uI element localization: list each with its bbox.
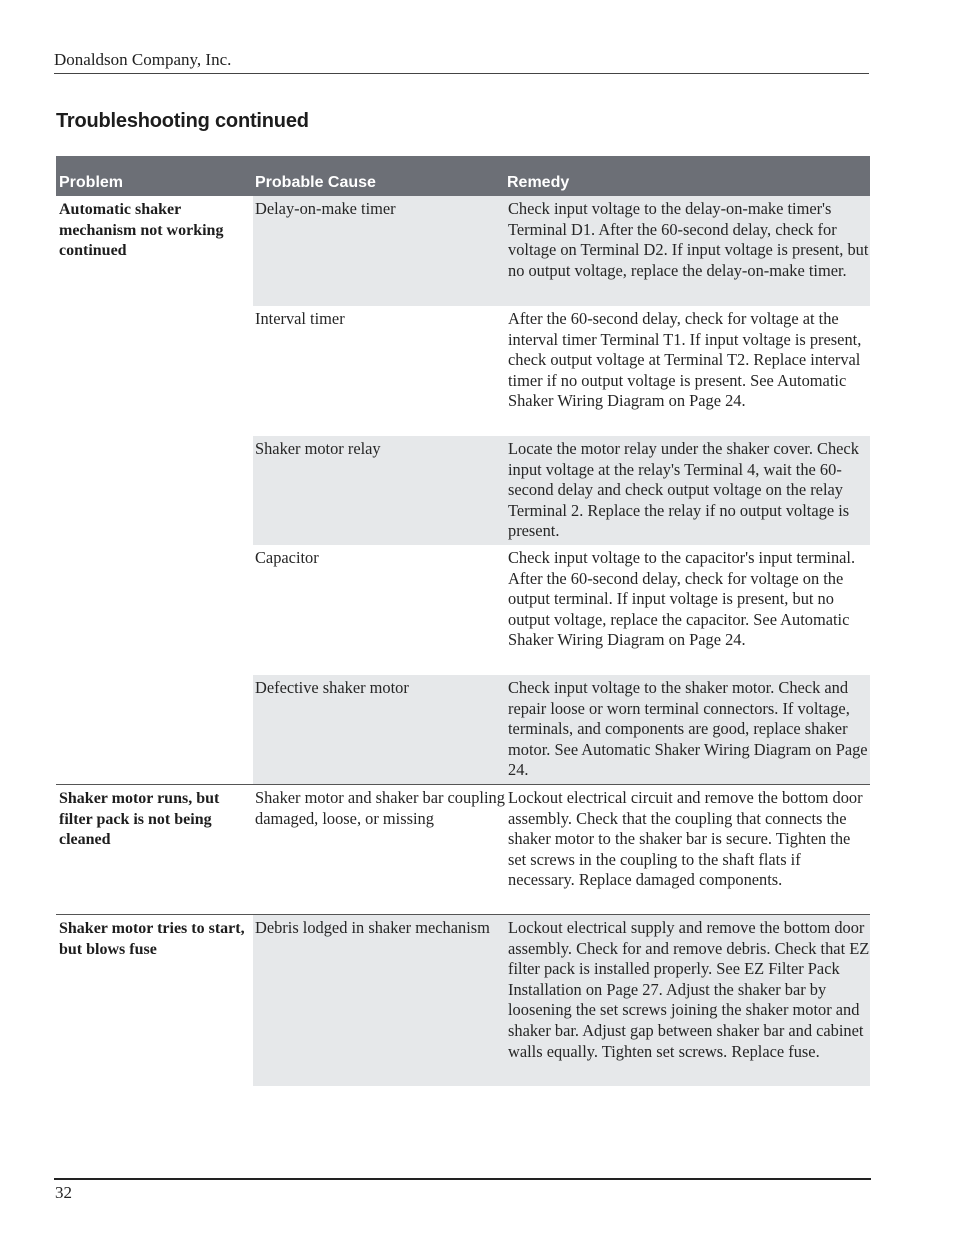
problem-group xyxy=(56,785,870,915)
table-row xyxy=(253,436,870,545)
cause-cell: Capacitor xyxy=(255,548,319,567)
page-number: 32 xyxy=(55,1183,72,1202)
remedy-cell: Locate the motor relay under the shaker cover. Check input voltage at the relay's Terminal 4, wait the 60-second delay and check output voltage on the relay Terminal 2. Replace the relay if no output voltage is present. xyxy=(508,439,859,541)
problem-text: Shaker motor runs, but filter pack is not being cleaned xyxy=(59,790,220,849)
table-row xyxy=(253,785,870,914)
remedy-cell: Lockout electrical circuit and remove the bottom door assembly. Check that the coupling that connects the shaker motor to the shaker bar is secure. Tighten the set screws in the coupling to the shaft flats if necessary. Replace damaged components. xyxy=(508,788,863,890)
table-header xyxy=(56,156,870,196)
remedy-cell: After the 60-second delay, check for voltage at the interval timer Terminal T1. If input voltage is present, check output voltage at Terminal T2. Replace interval timer if no output voltage is present. See Automatic Shaker Wiring Diagram on Page 24. xyxy=(508,309,862,411)
problem-group xyxy=(56,196,870,785)
problem-text: Automatic shaker mechanism not working continued xyxy=(59,201,224,260)
problem-text: Shaker motor tries to start, but blows fuse xyxy=(59,920,245,958)
cause-cell: Debris lodged in shaker mechanism xyxy=(255,918,490,937)
company-name: Donaldson Company, Inc. xyxy=(54,50,232,69)
table-row xyxy=(253,915,870,1086)
column-header-problem: Problem xyxy=(59,174,124,191)
header-rule xyxy=(54,73,869,74)
table-row xyxy=(253,196,870,306)
problem-group xyxy=(56,915,870,1086)
table-row xyxy=(253,675,870,784)
table-row xyxy=(253,306,870,436)
column-header-cause: Probable Cause xyxy=(255,174,376,191)
cause-cell: Interval timer xyxy=(255,309,345,328)
troubleshooting-table xyxy=(56,156,870,1086)
column-header-remedy: Remedy xyxy=(507,174,570,191)
remedy-cell: Check input voltage to the capacitor's input terminal. After the 60-second delay, check for voltage on the output terminal. If input voltage is present, but no output voltage, replace the capacitor. See Automatic Shaker Wiring Diagram on Page 24. xyxy=(508,548,856,650)
cause-cell: Delay-on-make timer xyxy=(255,199,396,218)
remedy-cell: Check input voltage to the shaker motor. Check and repair loose or worn terminal connectors. If voltage, terminals, and components are good, replace shaker motor. See Automatic Shaker Wiring Diagram on Page 24. xyxy=(508,678,868,780)
cause-cell: Shaker motor relay xyxy=(255,439,381,458)
cause-cell: Defective shaker motor xyxy=(255,678,409,697)
footer-rule xyxy=(54,1178,871,1180)
table-row xyxy=(253,545,870,675)
remedy-cell: Lockout electrical supply and remove the bottom door assembly. Check for and remove debris. Check that EZ filter pack is installed properly. See EZ Filter Pack Installation on Page 27. Adjust the shaker bar by loosening the set screws joining the shaker motor and shaker bar. Adjust gap between shaker bar and cabinet walls equally. Tighten set screws. Replace fuse. xyxy=(508,918,870,1061)
remedy-cell: Check input voltage to the delay-on-make timer's Terminal D1. After the 60-second delay, check for voltage on Terminal D2. If input voltage is present, but no output voltage, replace the delay-on-make timer. xyxy=(508,199,869,280)
page-title: Troubleshooting continued xyxy=(56,110,309,132)
cause-cell: Shaker motor and shaker bar coupling damaged, loose, or missing xyxy=(255,788,505,828)
